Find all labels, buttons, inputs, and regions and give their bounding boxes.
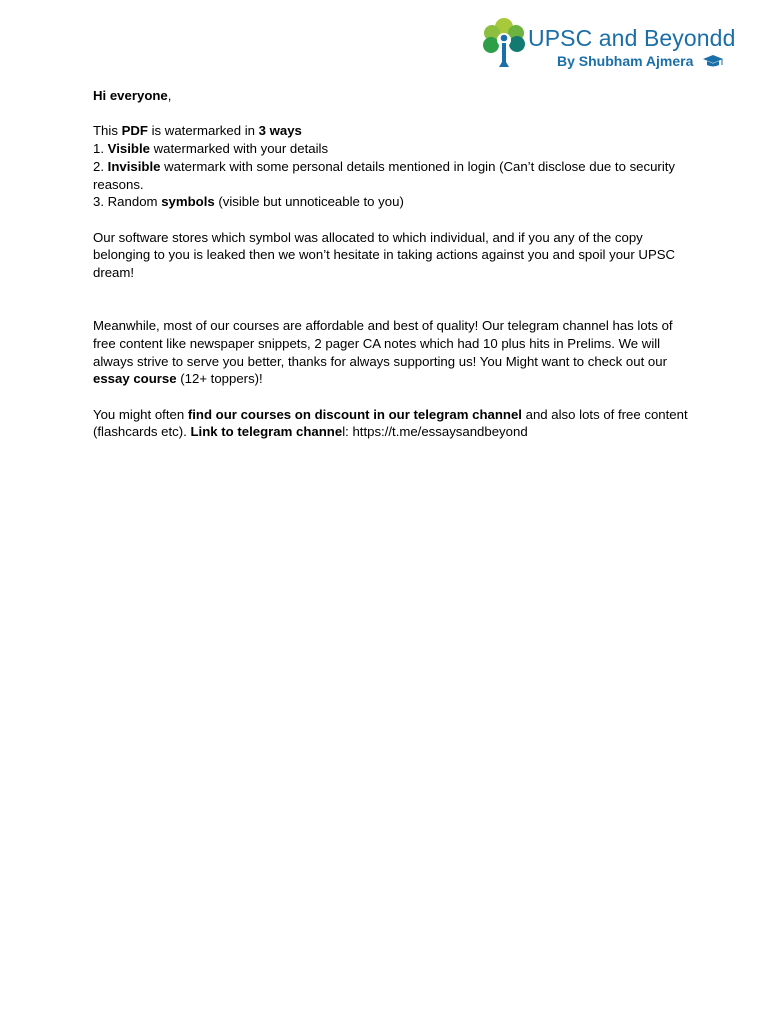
way-item-3 <box>93 193 693 211</box>
meanwhile-text: Meanwhile, most of our courses are affordable and best of quality! Our telegram channel has lots of free content like newspaper snippets, 2 pager CA notes which had 10 plus hits in Prelims. We will always strive to serve you better, thanks for always supporting us! You Might want to check out our <box>93 318 673 369</box>
greeting-punct: , <box>167 88 172 103</box>
tree-logo-icon <box>482 16 528 70</box>
discount-text: l: <box>342 424 353 440</box>
greeting-name: Hi everyone <box>93 88 168 103</box>
intro-text: is watermarked in <box>147 123 259 139</box>
way-num: 3. Random <box>93 194 162 210</box>
greeting <box>93 87 693 105</box>
intro-ways: 3 ways <box>258 123 302 139</box>
way-item-1 <box>93 140 693 158</box>
intro-text: This <box>93 123 122 139</box>
discount-bold: find our courses on discount in our telegram channel <box>187 406 522 422</box>
graduation-cap-icon <box>702 54 724 68</box>
telegram-link[interactable]: https://t.me/essaysandbeyond <box>352 424 528 440</box>
document-body <box>93 87 693 441</box>
intro-pdf: PDF <box>121 123 148 139</box>
way-bold: Invisible <box>107 158 161 174</box>
logo-title: UPSC and Beyondd <box>528 25 736 51</box>
way-bold: symbols <box>161 194 215 210</box>
discount-paragraph <box>93 406 693 441</box>
meanwhile-paragraph <box>93 317 693 388</box>
discount-text: and also lots of free content (flashcards etc). <box>93 406 688 440</box>
essay-course-label: essay course <box>93 371 177 387</box>
meanwhile-tail: (12+ toppers)! <box>176 371 263 387</box>
discount-text: You might often <box>93 406 188 422</box>
software-paragraph: Our software stores which symbol was allocated to which individual, and if you any of the copy belonging to you is leaked then we won’t hesitate in taking actions against you and spoil your UPSC dream! <box>93 229 676 280</box>
way-num: 1. <box>93 141 108 157</box>
way-text: (visible but unnoticeable to you) <box>214 194 404 210</box>
logo-subtitle: By Shubham Ajmera <box>557 53 694 69</box>
way-num: 2. <box>93 158 108 174</box>
brand-logo <box>482 16 752 72</box>
way-text: watermarked with your details <box>149 141 329 157</box>
telegram-link-label: Link to telegram channe <box>190 424 343 440</box>
way-text: watermark with some personal details mentioned in login (Can’t disclose due to security reasons. <box>93 158 676 192</box>
intro-line <box>93 122 693 140</box>
way-bold: Visible <box>107 141 150 157</box>
way-item-2 <box>93 158 693 193</box>
